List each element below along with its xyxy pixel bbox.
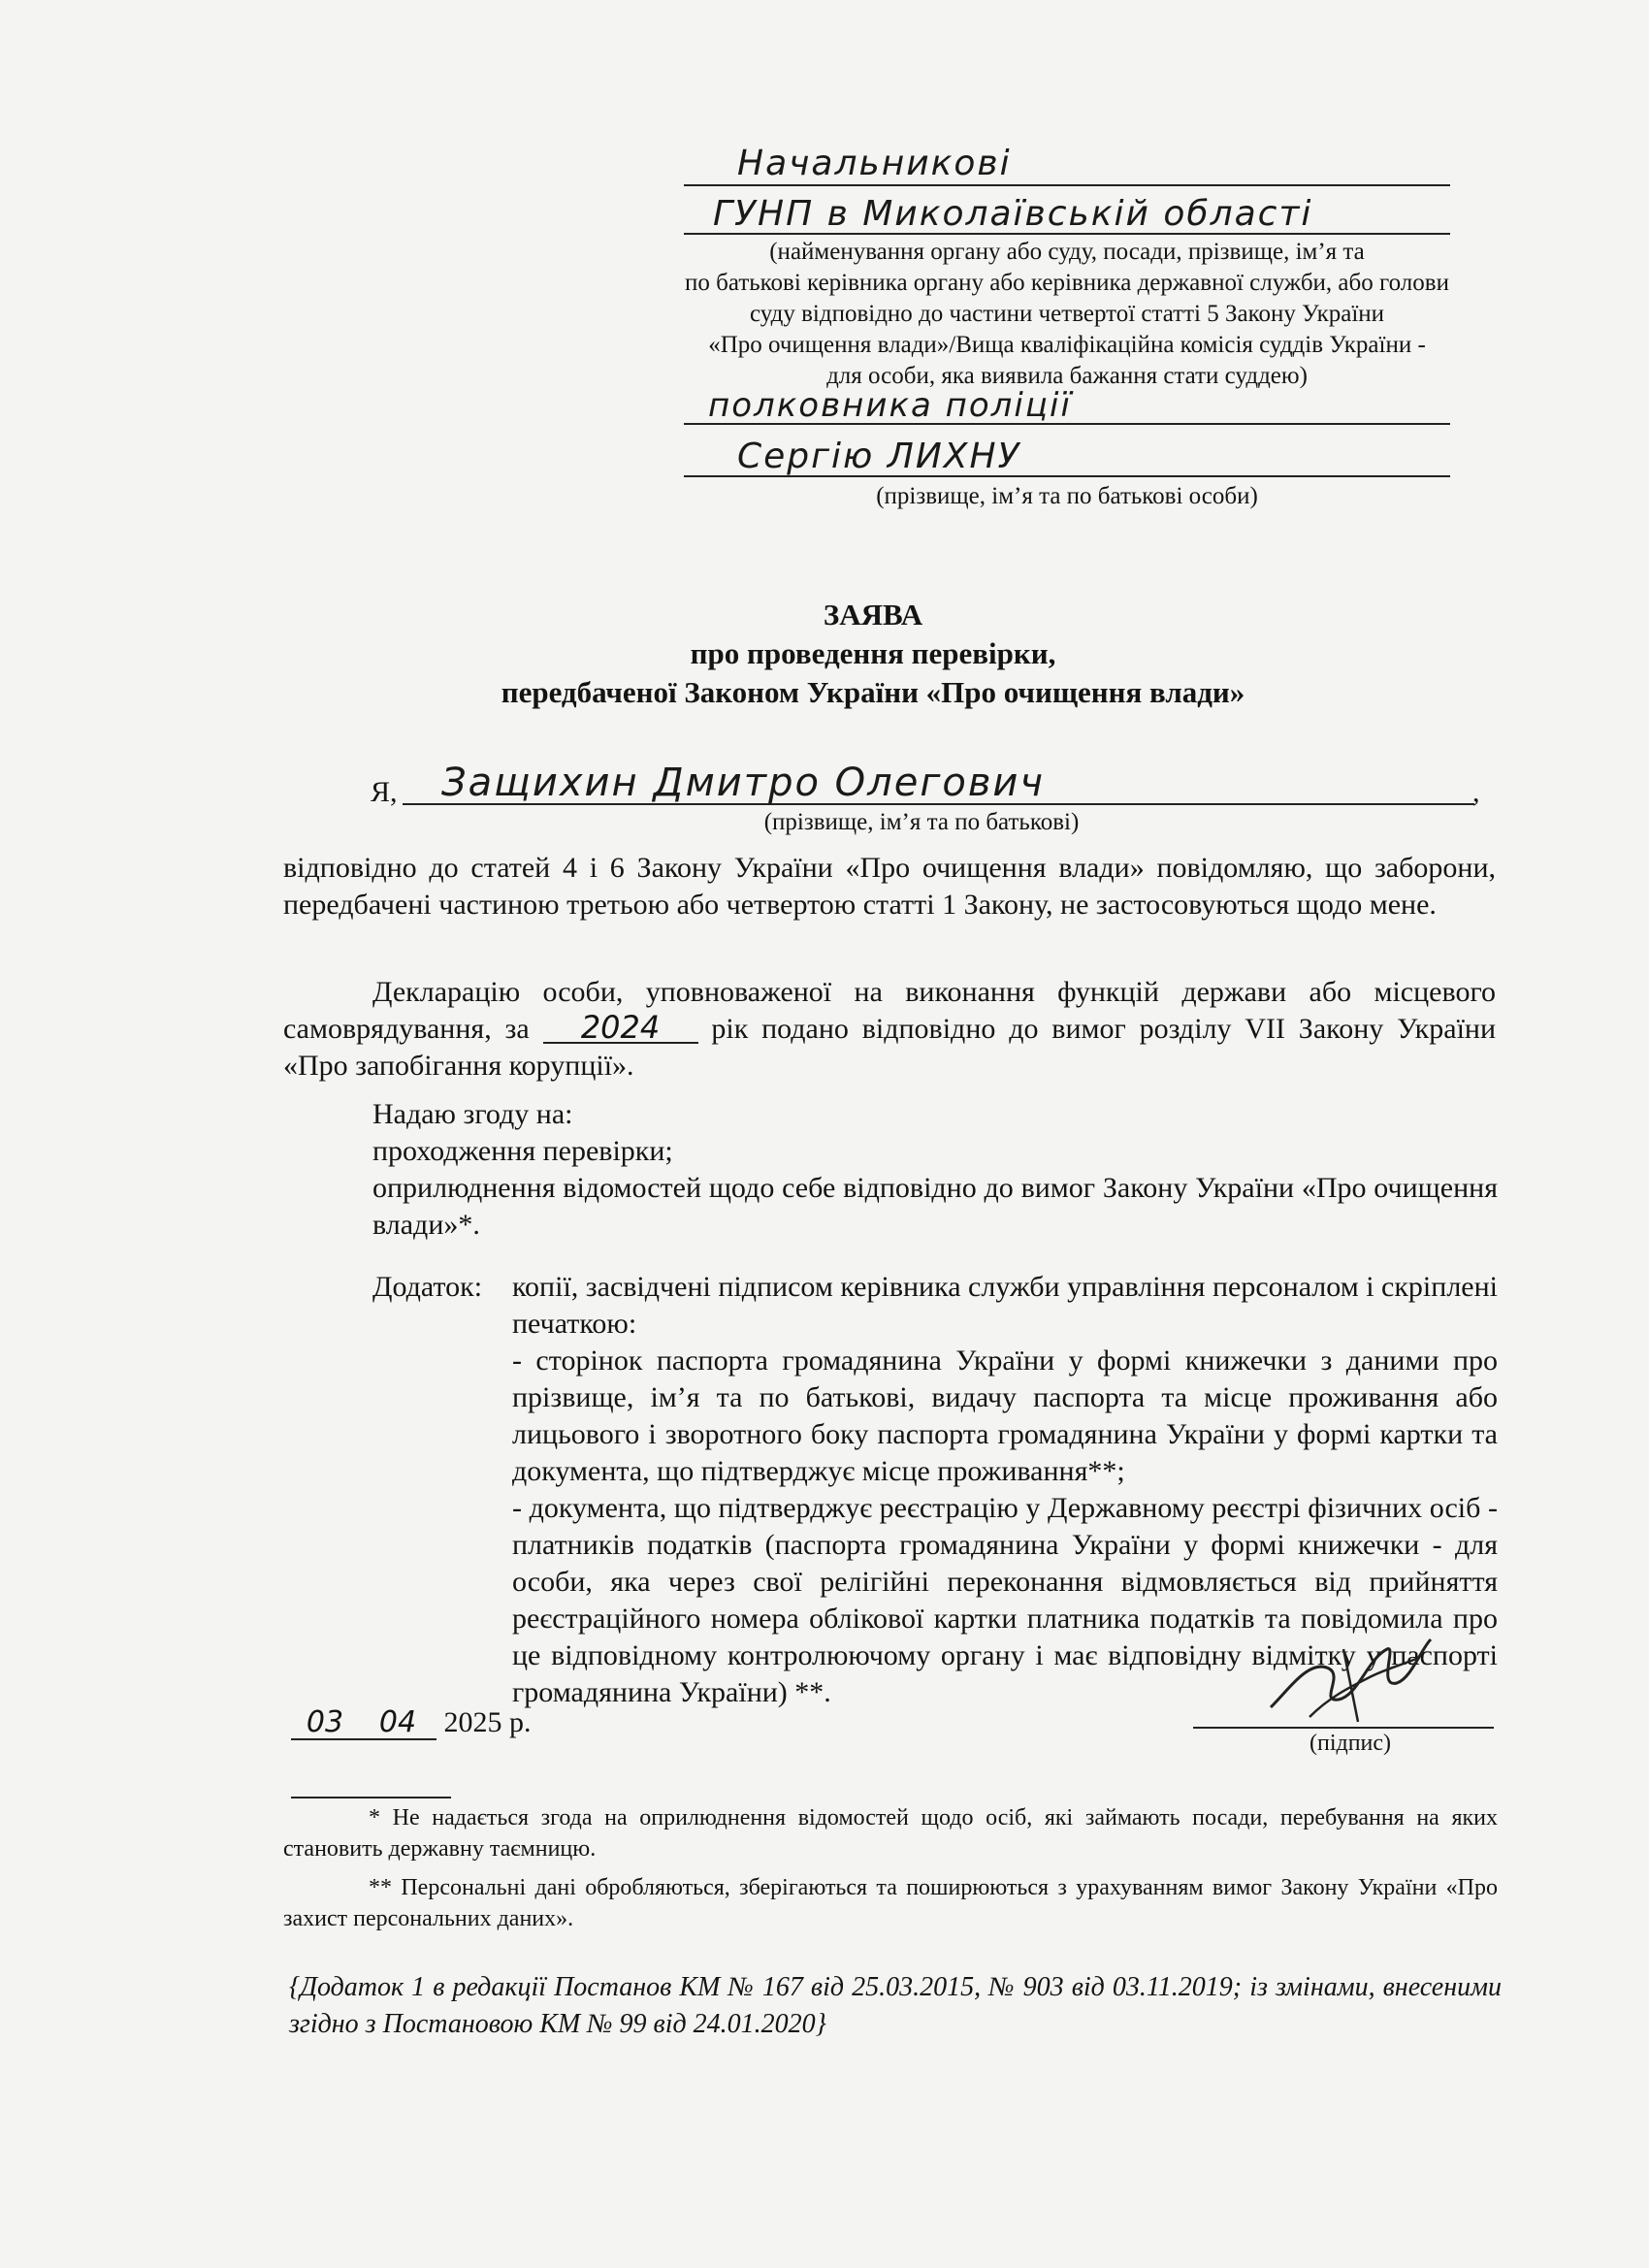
signature-scribble: [1251, 1630, 1436, 1736]
editorial-note: {Додаток 1 в редакції Постанов КМ № 167 від 25.03.2015, № 903 від 03.11.2019; із змінами, внесеними згідно з Постановою КМ № 99 від 24.01.2020}: [289, 1972, 1502, 2039]
sender-caption: (прізвище, ім’я та по батькові особи): [876, 483, 1258, 509]
applicant-prefix: Я,: [371, 776, 398, 808]
signature-line: [1193, 1727, 1494, 1729]
date-day-handwritten: 03: [291, 1707, 359, 1740]
document-title: [194, 596, 1552, 712]
applicant-comma: ,: [1472, 776, 1480, 808]
signature-caption: (підпис): [1310, 1731, 1392, 1756]
addressee-caption-line: суду відповідно до частини четвертої статті 5 Закону України: [749, 301, 1385, 327]
attachment-item1: - сторінок паспорта громадянина України у формі книжечки з даними про прізвище, ім’я та по батькові, видачу паспорта та місце проживання або лицьового і зворотного боку паспорта громадянина України у формі картки та документа, що підтверджує місце проживання**;: [512, 1345, 1498, 1487]
addressee-handwritten-line2: ГУНП в Миколаївській області: [713, 194, 1313, 234]
date-month-handwritten: 04: [359, 1707, 436, 1740]
consent-item2: оприлюднення відомостей щодо себе відповідно до вимог Закону України «Про очищення влади»*.: [372, 1172, 1498, 1241]
addressee-caption-line: (найменування органу або суду, посади, прізвище, ім’я та: [769, 239, 1365, 265]
consent-item1: проходження перевірки;: [372, 1135, 673, 1167]
addressee-line2: [684, 233, 1450, 235]
title-line2: про проведення перевірки,: [690, 636, 1056, 670]
date-year-suffix: 2025 р.: [443, 1706, 532, 1738]
addressee-caption-line: для особи, яка виявила бажання стати суддею): [826, 363, 1308, 389]
attachment-intro: копії, засвідчені підписом керівника служби управління персоналом і скріплені печаткою:: [512, 1271, 1498, 1340]
title-line3: передбаченої Законом України «Про очищення влади»: [501, 675, 1245, 709]
paragraph-declaration: відповідно до статей 4 і 6 Закону України «Про очищення влади» повідомляю, що заборони, передбачені частиною третьою або четвертою статті 1 Закону, не застосовуються щодо мене.: [283, 852, 1496, 921]
applicant-caption: (прізвище, ім’я та по батькові): [763, 809, 1080, 835]
consent-block: [372, 1096, 1498, 1244]
p2-year-handwritten: 2024: [543, 1013, 698, 1044]
p2-text-after: рік подано відповідно до вимог розділу VII Закону України «Про запобігання корупції».: [283, 1013, 1497, 1082]
applicant-name-line: [403, 803, 1474, 805]
applicant-name-handwritten: Защихин Дмитро Олегович: [441, 761, 1046, 805]
consent-intro: Надаю згоду на:: [372, 1098, 573, 1130]
addressee-caption: [630, 237, 1504, 392]
footnote-2: ** Персональні дані обробляються, зберігаються та поширюються з урахуванням вимог Закону України «Про захист персональних даних».: [283, 1875, 1498, 1931]
sender-line2: [684, 475, 1450, 477]
date-row: [291, 1704, 532, 1741]
attachment-label: Додаток:: [372, 1271, 483, 1303]
p2-text-before: Декларацію особи, уповноваженої на виконання функцій держави або місцевого самоврядування, за: [283, 976, 1496, 1045]
addressee-caption-line: по батькові керівника органу або керівника державної служби, або голови: [685, 270, 1449, 296]
addressee-line1: [684, 184, 1450, 186]
sender-handwritten-line2: Сергію ЛИХНУ: [737, 437, 1021, 476]
title-line1: ЗАЯВА: [823, 598, 923, 632]
footnote-separator: [291, 1797, 451, 1798]
addressee-handwritten-line1: Начальникові: [737, 144, 1012, 183]
addressee-caption-line: «Про очищення влади»/Вища кваліфікаційна комісія суддів України -: [708, 332, 1426, 358]
sender-line1: [684, 423, 1450, 425]
attachment-item2: - документа, що підтверджує реєстрацію у Державному реєстрі фізичних осіб - платників податків (паспорта громадянина України у формі книжечки - для особи, яка через свої релігійні переконання відмовляється від прийняття реєстраційного номера облікової картки платника податків та повідомила про це відповідному контролюючому органу і має відповідну відмітку у паспорті громадянина України) **.: [512, 1492, 1498, 1708]
footnote-1: * Не надається згода на оприлюднення відомостей щодо осіб, які займають посади, перебування на яких становить державну таємницю.: [283, 1805, 1498, 1862]
paragraph-asset-declaration: [283, 974, 1496, 1085]
sender-handwritten-line1: полковника поліції: [708, 386, 1072, 425]
